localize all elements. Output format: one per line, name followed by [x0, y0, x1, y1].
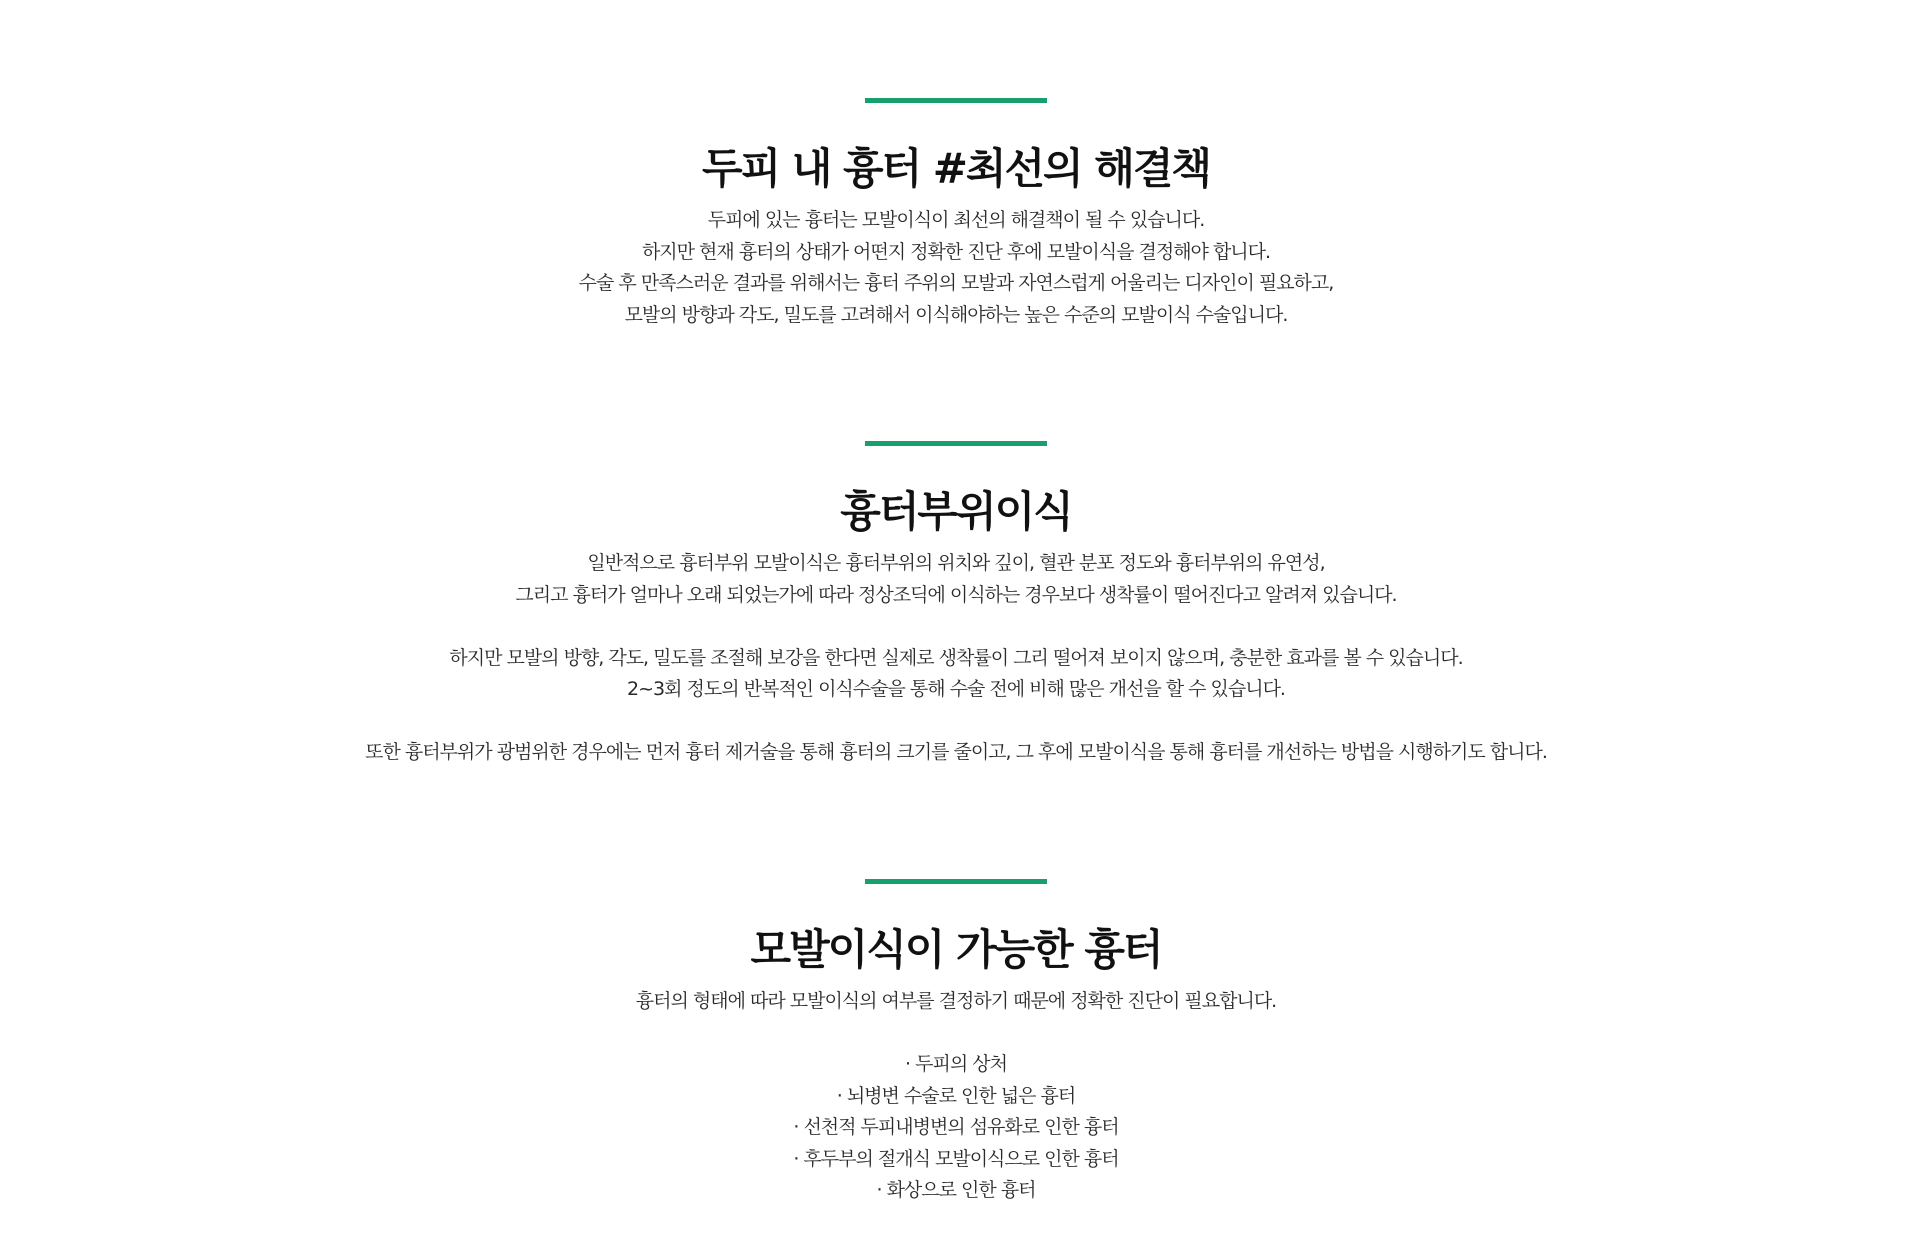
section-divider: [865, 879, 1047, 884]
paragraph-gap: [0, 611, 1912, 643]
body-line: 흉터의 형태에 따라 모발이식의 여부를 결정하기 때문에 정확한 진단이 필요합니다.: [635, 990, 1277, 1012]
section-scalp-scar: [0, 98, 1912, 331]
paragraph-gap: [0, 706, 1912, 738]
body-line: 그리고 흉터가 얼마나 오래 되었는가에 따라 정상조딕에 이식하는 경우보다 생착률이 떨어진다고 알려져 있습니다.: [515, 583, 1397, 606]
list-item: · 선천적 두피내병변의 섬유화로 인한 흉터: [793, 1116, 1119, 1138]
body-line: 하지만 모발의 방향, 각도, 밀도를 조절해 보강을 한다면 실제로 생착률이 그리 떨어져 보이지 않으며, 충분한 효과를 볼 수 있습니다.: [449, 646, 1463, 669]
section-body: [0, 986, 1912, 1207]
list-item: · 두피의 상처: [905, 1053, 1007, 1075]
section-scar-site-transplant: [0, 441, 1912, 769]
body-line: 수술 후 만족스러운 결과를 위해서는 흉터 주위의 모발과 자연스럽게 어울리는 디자인이 필요하고,: [578, 272, 1334, 294]
section-body: [0, 205, 1912, 331]
body-line: 또한 흉터부위가 광범위한 경우에는 먼저 흉터 제거술을 통해 흉터의 크기를 줄이고, 그 후에 모발이식을 통해 흉터를 개선하는 방법을 시행하기도 합니다.: [365, 741, 1547, 763]
body-line: 2~3회 정도의 반복적인 이식수술을 통해 수술 전에 비해 많은 개선을 할 수 있습니다.: [627, 678, 1285, 700]
section-title: 모발이식이 가능한 흉터: [750, 925, 1162, 974]
list-item: · 뇌병변 수술로 인한 넓은 흉터: [836, 1084, 1076, 1107]
section-divider: [865, 98, 1047, 103]
section-title: 흉터부위이식: [840, 487, 1072, 536]
body-line: 일반적으로 흉터부위 모발이식은 흉터부위의 위치와 깊이, 혈관 분포 정도와 흉터부위의 유연성,: [587, 552, 1325, 574]
body-line: 하지만 현재 흉터의 상태가 어떤지 정확한 진단 후에 모발이식을 결정해야 합니다.: [641, 240, 1271, 263]
body-line: 두피에 있는 흉터는 모발이식이 최선의 해결책이 될 수 있습니다.: [707, 209, 1205, 231]
body-line: 모발의 방향과 각도, 밀도를 고려해서 이식해야하는 높은 수준의 모발이식 수술입니다.: [624, 303, 1288, 326]
section-title: 두피 내 흉터 #최선의 해결책: [702, 144, 1210, 193]
section-transplantable-scars: [0, 879, 1912, 1207]
paragraph-gap: [0, 1018, 1912, 1050]
list-item: · 화상으로 인한 흉터: [876, 1179, 1036, 1201]
section-body: [0, 548, 1912, 769]
list-item: · 후두부의 절개식 모발이식으로 인한 흉터: [793, 1147, 1119, 1170]
section-divider: [865, 441, 1047, 446]
